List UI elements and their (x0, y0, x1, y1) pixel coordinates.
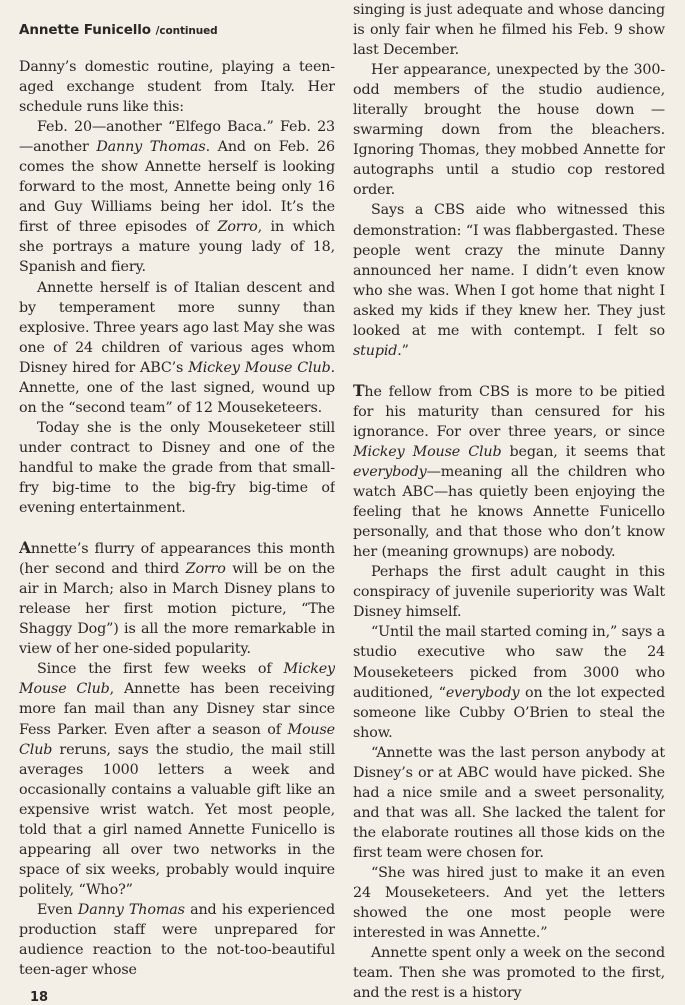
paragraph: “Annette was the last person anybody at Disney’s or at ABC would have picked. She had a nice smile and a sweet personality, and that was all. She lacked the talent for the elaborate routines all those kids on the first team were chosen for. (353, 744, 665, 861)
paragraph: singing is just adequate and whose dancing is only fair when he filmed his Feb. 9 show last December. (353, 2, 665, 59)
right-column (353, 0, 665, 1003)
paragraph: Even Danny Thomas and his experienced production staff were unprepared for audience reaction to the not-too-beautiful teen-ager whose (19, 901, 335, 979)
paragraph: “Until the mail started coming in,” says a studio executive who saw the 24 Mouseketeers picked from 3000 who auditioned, “everybody on the lot expected someone like Cubby O’Brien to steal the show. (353, 624, 665, 741)
paragraph: Since the first few weeks of Mickey Mouse Club, Annette has been receiving more fan mail than any Disney star since Fess Parker. Even after a season of Mouse Club reruns, says the studio, the mail still averages 1000 letters a week and occasionally contains a valuable gift like an expensive wrist watch. Yet most people, told that a girl named Annette Funicello is appearing all over two networks in the space of six weeks, probably would inquire politely, “Who?” (19, 661, 335, 898)
paragraph: The fellow from CBS is more to be pitied for his maturity than censured for his ignorance. For over three years, or since Mickey Mouse Club began, it seems that everybody—meaning all the children who watch ABC—has quietly been enjoying the feeling that he knows Annette Funicello personally, and that those who don’t know her (meaning grownups) are nobody. (353, 380, 665, 561)
left-column (19, 0, 335, 980)
continued-label: /continued (155, 25, 218, 37)
section-break (353, 361, 665, 381)
page-number: 18 (30, 990, 49, 1005)
paragraph: Danny’s domestic routine, playing a teen-aged exchange student from Italy. Her schedule runs like this: (19, 59, 335, 116)
paragraph: Her appearance, unexpected by the 300-odd members of the studio audience, literally brought the house down —swarming down from the bleachers. Ignoring Thomas, they mobbed Annette for autographs until a studio cop restored order. (353, 62, 665, 199)
paragraph: Perhaps the first adult caught in this conspiracy of juvenile superiority was Walt Disney himself. (353, 564, 665, 621)
paragraph: Annette’s flurry of appearances this month (her second and third Zorro will be on the air in March; also in March Disney plans to release her first motion picture, “The Shaggy Dog”) is all the more remarkable in view of her one-sided popularity. (19, 538, 335, 658)
paragraph: Annette spent only a week on the second team. Then she was promoted to the first, and the rest is a history (353, 945, 665, 1002)
article-header (19, 21, 335, 40)
paragraph: Annette herself is of Italian descent and by temperament more sunny than explosive. Three years ago last May she was one of 24 children of various ages whom Disney hired for ABC’s Mickey Mouse Club. Annette, one of the last signed, wound up on the “second team” of 12 Mouseketeers. (19, 279, 335, 416)
paragraph: Says a CBS aide who witnessed this demonstration: “I was flabbergasted. These people went crazy the minute Danny announced her name. I didn’t even know who she was. When I got home that night I asked my kids if they knew her. They just looked at me with contempt. I felt so stupid.” (353, 202, 665, 359)
section-break (19, 518, 335, 538)
paragraph: “She was hired just to make it an even 24 Mouseketeers. And yet the letters showed the one most people were interested in was Annette.” (353, 864, 665, 942)
paragraph: Today she is the only Mouseketeer still under contract to Disney and one of the handful to make the grade from that small-fry big-time to the big-fry big-time of evening entertainment. (19, 419, 335, 517)
paragraph: Feb. 20—another “Elfego Baca.” Feb. 23—another Danny Thomas. And on Feb. 26 comes the show Annette herself is looking forward to the most, Annette being only 16 and Guy Williams being her idol. It’s the first of three episodes of Zorro, in which she portrays a mature young lady of 18, Spanish and fiery. (19, 119, 335, 276)
article-title: Annette Funicello (19, 22, 151, 38)
